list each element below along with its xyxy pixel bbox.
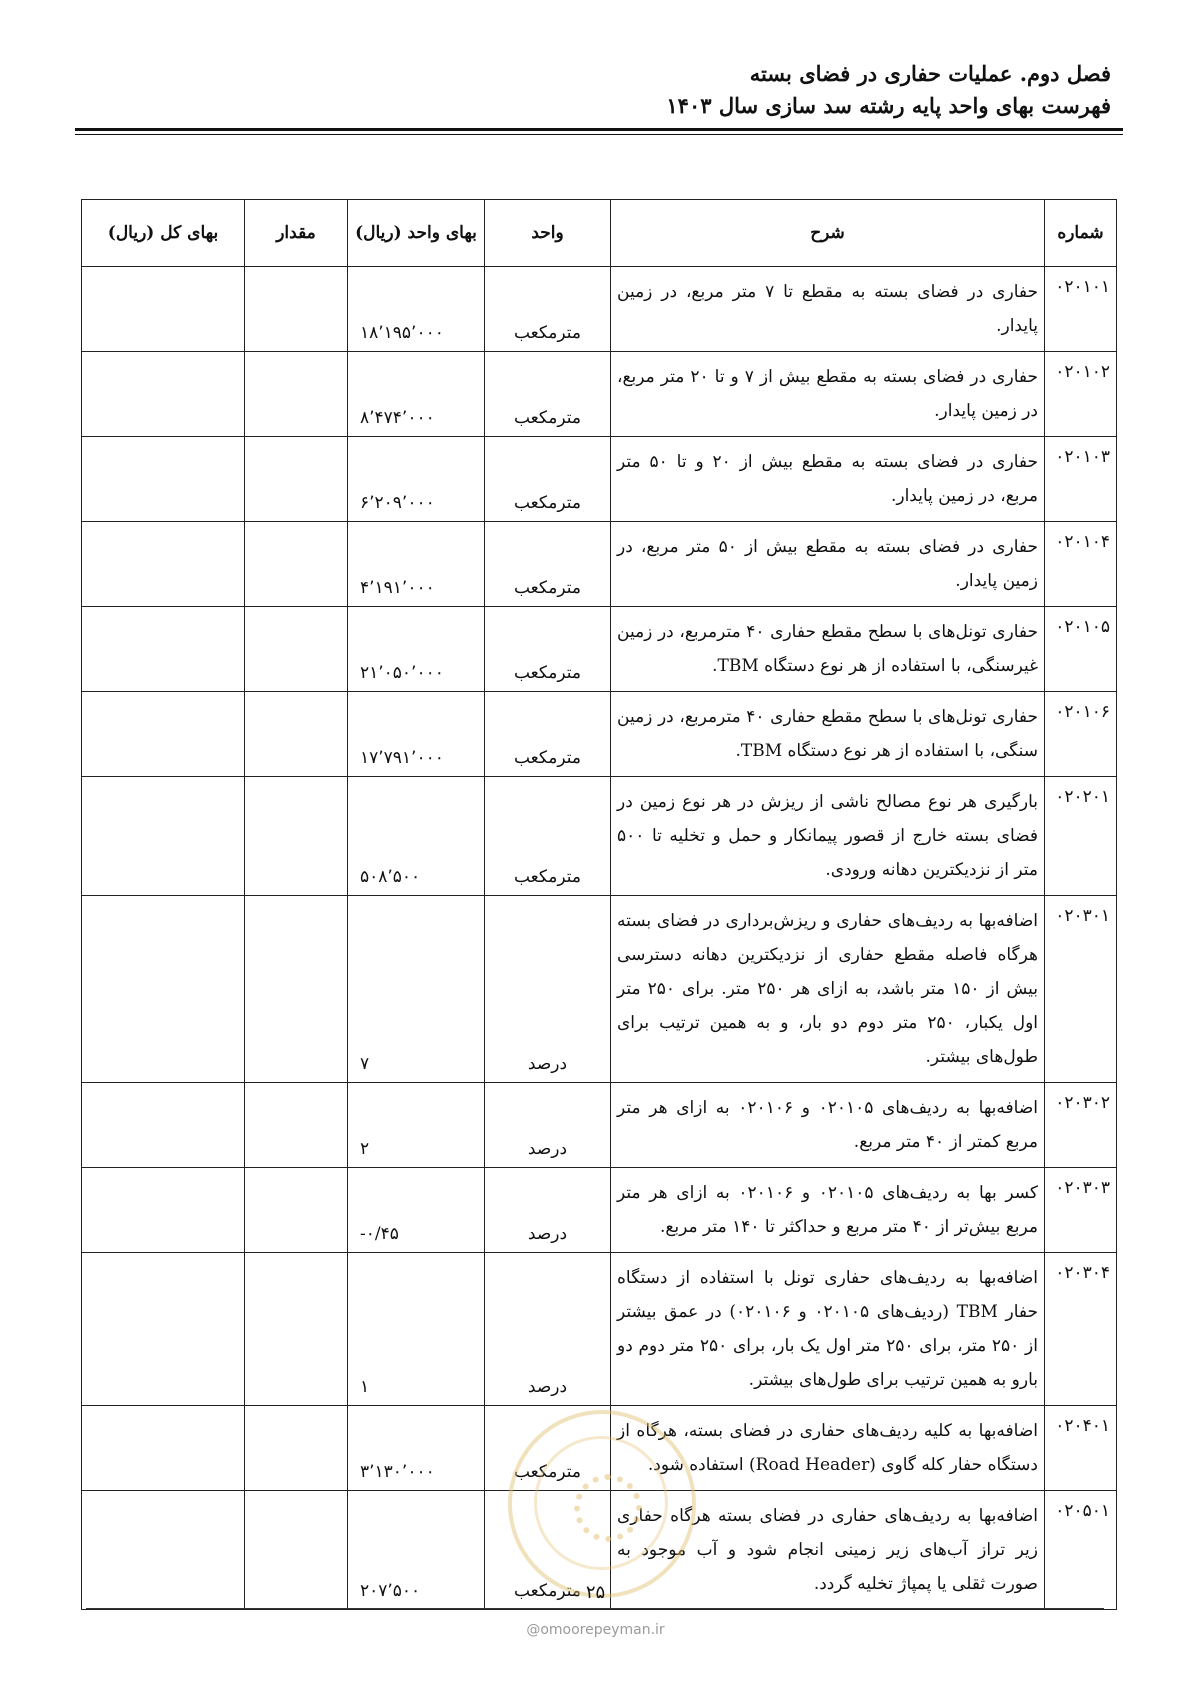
row-quantity bbox=[245, 352, 348, 437]
row-quantity bbox=[245, 1168, 348, 1253]
row-code: ۰۲۰۳۰۱ bbox=[1045, 896, 1117, 1083]
price-table bbox=[81, 199, 1117, 1610]
row-unit: مترمکعب bbox=[485, 1491, 611, 1610]
row-total-price bbox=[82, 267, 245, 352]
table-row bbox=[82, 1168, 1117, 1253]
row-unit: درصد bbox=[485, 1083, 611, 1168]
row-quantity bbox=[245, 437, 348, 522]
row-unit-price: -۰/۴۵ bbox=[348, 1168, 485, 1253]
row-unit-price: ۷ bbox=[348, 896, 485, 1083]
row-unit: درصد bbox=[485, 1168, 611, 1253]
row-total-price bbox=[82, 1253, 245, 1406]
header-rule-thin bbox=[75, 134, 1123, 135]
table-header-row bbox=[82, 200, 1117, 267]
row-code: ۰۲۰۱۰۲ bbox=[1045, 352, 1117, 437]
row-unit: مترمکعب bbox=[485, 692, 611, 777]
row-total-price bbox=[82, 522, 245, 607]
table-row bbox=[82, 692, 1117, 777]
row-unit: درصد bbox=[485, 1253, 611, 1406]
row-description: اضافه‌بها به ردیف‌های حفاری تونل با استفاده از دستگاه حفار TBM (ردیف‌های ۰۲۰۱۰۵ و ۰۲۰۱۰۶) در عمق بیشتر از ۲۵۰ متر، برای ۲۵۰ متر اول یک بار، برای ۲۵۰ متر دوم دو بارو به همین ترتیب برای طول‌های بیشتر. bbox=[611, 1253, 1045, 1406]
row-quantity bbox=[245, 777, 348, 896]
row-total-price bbox=[82, 1168, 245, 1253]
row-description: حفاری در فضای بسته به مقطع بیش از ۵۰ متر مربع، در زمین پایدار. bbox=[611, 522, 1045, 607]
row-code: ۰۲۰۴۰۱ bbox=[1045, 1406, 1117, 1491]
row-total-price bbox=[82, 1083, 245, 1168]
site-watermark: @omoorepeyman.ir bbox=[526, 1622, 665, 1638]
header-total-price: بهای کل (ریال) bbox=[82, 200, 245, 267]
header-quantity: مقدار bbox=[245, 200, 348, 267]
row-unit-price: ۲۰۷٬۵۰۰ bbox=[348, 1491, 485, 1610]
row-total-price bbox=[82, 896, 245, 1083]
row-code: ۰۲۰۱۰۱ bbox=[1045, 267, 1117, 352]
row-unit: مترمکعب bbox=[485, 352, 611, 437]
row-description: اضافه‌بها به ردیف‌های ۰۲۰۱۰۵ و ۰۲۰۱۰۶ به ازای هر متر مربع کمتر از ۴۰ متر مربع. bbox=[611, 1083, 1045, 1168]
row-description: اضافه‌بها به ردیف‌های حفاری در فضای بسته هرگاه حفاری زیر تراز آب‌های زیر زمینی انجام شود و آب موجود به صورت ثقلی یا پمپاژ تخلیه گردد. bbox=[611, 1491, 1045, 1610]
row-total-price bbox=[82, 352, 245, 437]
row-unit: مترمکعب bbox=[485, 437, 611, 522]
row-unit: درصد bbox=[485, 896, 611, 1083]
header-description: شرح bbox=[611, 200, 1045, 267]
row-unit-price: ۱۸٬۱۹۵٬۰۰۰ bbox=[348, 267, 485, 352]
row-total-price bbox=[82, 607, 245, 692]
row-description: حفاری در فضای بسته به مقطع بیش از ۲۰ و تا ۵۰ متر مربع، در زمین پایدار. bbox=[611, 437, 1045, 522]
row-code: ۰۲۰۱۰۴ bbox=[1045, 522, 1117, 607]
row-code: ۰۲۰۱۰۶ bbox=[1045, 692, 1117, 777]
table-row bbox=[82, 1406, 1117, 1491]
row-quantity bbox=[245, 1083, 348, 1168]
row-quantity bbox=[245, 522, 348, 607]
row-unit-price: ۴٬۱۹۱٬۰۰۰ bbox=[348, 522, 485, 607]
table-row bbox=[82, 607, 1117, 692]
page-number: ۲۵ bbox=[585, 1582, 606, 1603]
footer-rule bbox=[86, 1608, 1104, 1609]
row-description: اضافه‌بها به ردیف‌های حفاری و ریزش‌برداری در فضای بسته هرگاه فاصله مقطع حفاری از نزدیکترین دهانه دسترسی بیش از ۱۵۰ متر باشد، به ازای هر ۲۵۰ متر. برای ۲۵۰ متر اول یکبار، ۲۵۰ متر دوم دو بار، و به همین ترتیب برای طول‌های بیشتر. bbox=[611, 896, 1045, 1083]
table-row bbox=[82, 522, 1117, 607]
row-total-price bbox=[82, 777, 245, 896]
row-quantity bbox=[245, 1406, 348, 1491]
table-row bbox=[82, 437, 1117, 522]
row-total-price bbox=[82, 437, 245, 522]
row-code: ۰۲۰۱۰۵ bbox=[1045, 607, 1117, 692]
row-unit: مترمکعب bbox=[485, 1406, 611, 1491]
header-unit: واحد bbox=[485, 200, 611, 267]
row-description: بارگیری هر نوع مصالح ناشی از ریزش در هر نوع زمین در فضای بسته خارج از قصور پیمانکار و حمل و تخلیه تا ۵۰۰ متر از نزدیکترین دهانه ورودی. bbox=[611, 777, 1045, 896]
header-code: شماره bbox=[1045, 200, 1117, 267]
row-description: حفاری در فضای بسته به مقطع بیش از ۷ و تا ۲۰ متر مربع، در زمین پایدار. bbox=[611, 352, 1045, 437]
row-description: اضافه‌بها به کلیه ردیف‌های حفاری در فضای بسته، هرگاه از دستگاه حفار کله گاوی (Road Header) استفاده شود. bbox=[611, 1406, 1045, 1491]
row-quantity bbox=[245, 267, 348, 352]
row-unit: مترمکعب bbox=[485, 267, 611, 352]
row-unit-price: ۸٬۴۷۴٬۰۰۰ bbox=[348, 352, 485, 437]
row-unit-price: ۱ bbox=[348, 1253, 485, 1406]
document-title: فهرست بهای واحد پایه رشته سد سازی سال ۱۴۰۳ bbox=[666, 93, 1111, 118]
row-code: ۰۲۰۳۰۲ bbox=[1045, 1083, 1117, 1168]
row-total-price bbox=[82, 692, 245, 777]
row-unit: مترمکعب bbox=[485, 777, 611, 896]
row-unit-price: ۵۰۸٬۵۰۰ bbox=[348, 777, 485, 896]
row-code: ۰۲۰۱۰۳ bbox=[1045, 437, 1117, 522]
header-rule-thick bbox=[75, 128, 1123, 131]
table-row bbox=[82, 777, 1117, 896]
row-description: حفاری در فضای بسته به مقطع تا ۷ متر مربع، در زمین پایدار. bbox=[611, 267, 1045, 352]
table-row bbox=[82, 1253, 1117, 1406]
row-description: کسر بها به ردیف‌های ۰۲۰۱۰۵ و ۰۲۰۱۰۶ به ازای هر متر مربع بیش‌تر از ۴۰ متر مربع و حداکثر تا ۱۴۰ متر مربع. bbox=[611, 1168, 1045, 1253]
table-row bbox=[82, 352, 1117, 437]
page-header bbox=[71, 58, 1111, 122]
table-row bbox=[82, 896, 1117, 1083]
row-quantity bbox=[245, 692, 348, 777]
row-total-price bbox=[82, 1406, 245, 1491]
row-quantity bbox=[245, 896, 348, 1083]
row-quantity bbox=[245, 1253, 348, 1406]
row-code: ۰۲۰۲۰۱ bbox=[1045, 777, 1117, 896]
row-code: ۰۲۰۳۰۴ bbox=[1045, 1253, 1117, 1406]
chapter-title: فصل دوم. عملیات حفاری در فضای بسته bbox=[749, 61, 1111, 86]
row-unit-price: ۳٬۱۳۰٬۰۰۰ bbox=[348, 1406, 485, 1491]
header-unit-price: بهای واحد (ریال) bbox=[348, 200, 485, 267]
table-row bbox=[82, 267, 1117, 352]
row-code: ۰۲۰۳۰۳ bbox=[1045, 1168, 1117, 1253]
row-description: حفاری تونل‌های با سطح مقطع حفاری ۴۰ مترمربع، در زمین سنگی، با استفاده از هر نوع دستگاه TBM. bbox=[611, 692, 1045, 777]
row-unit: مترمکعب bbox=[485, 522, 611, 607]
row-unit: مترمکعب bbox=[485, 607, 611, 692]
row-unit-price: ۱۷٬۷۹۱٬۰۰۰ bbox=[348, 692, 485, 777]
row-unit-price: ۲ bbox=[348, 1083, 485, 1168]
row-unit-price: ۶٬۲۰۹٬۰۰۰ bbox=[348, 437, 485, 522]
row-code: ۰۲۰۵۰۱ bbox=[1045, 1491, 1117, 1610]
row-description: حفاری تونل‌های با سطح مقطع حفاری ۴۰ مترمربع، در زمین غیرسنگی، با استفاده از هر نوع دستگاه TBM. bbox=[611, 607, 1045, 692]
table-row bbox=[82, 1083, 1117, 1168]
row-unit-price: ۲۱٬۰۵۰٬۰۰۰ bbox=[348, 607, 485, 692]
row-quantity bbox=[245, 607, 348, 692]
